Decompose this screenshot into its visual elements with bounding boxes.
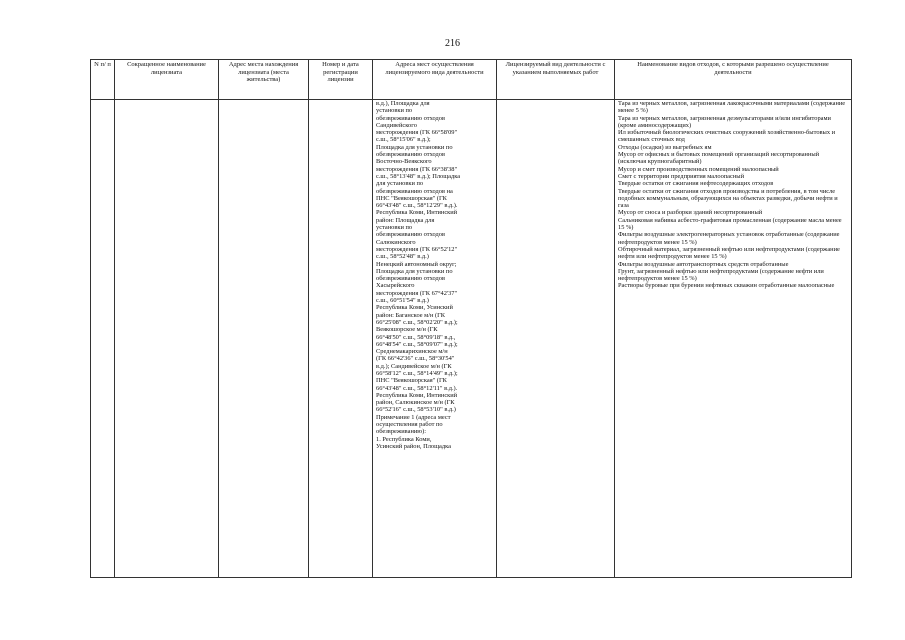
cell-number [91, 100, 115, 578]
address-line: (ГК 66°42'36" с.ш., 58°30'54" [376, 355, 455, 363]
address-line: Усинский район, Площадка [376, 442, 451, 450]
address-line: Восточно-Веякского [376, 158, 432, 166]
address-line: обезвреживанию отходов [376, 275, 445, 283]
address-line: 66°58'12" с.ш., 58°14'49" в.д.); [376, 369, 458, 377]
address-line: обезвреживанию отходов [376, 231, 445, 239]
address-line: с.ш., 58°13'48" в.д.); Площадка [376, 172, 461, 180]
address-line: месторождения (ГК 66°58'09" [376, 129, 458, 137]
header-licensee: Сокращенное наименование лицензиата [115, 60, 219, 100]
header-addresses: Адреса мест осуществления лицензируемого вида деятельности [373, 60, 497, 100]
header-registration: Номер и дата регистрации лицензии [309, 60, 373, 100]
address-line: с.ш., 58°15'06" в.д.); [376, 136, 431, 144]
address-line: месторождения (ГК 67°42'37" [376, 289, 458, 297]
address-line: Среднемакарихинское м/н [376, 348, 448, 356]
header-location: Адрес места нахождения лицензиата (места жительства) [219, 60, 309, 100]
waste-item: Фильтры воздушные автотранспортных средств отработанные [618, 260, 789, 268]
address-line: обезвреживанию): [376, 428, 426, 436]
address-line: 66°52'16" с.ш., 58°53'10" в.д.) [376, 406, 456, 414]
address-line: район: Площадка для [376, 216, 435, 224]
cell-waste-types [615, 100, 852, 578]
address-line: район, Салюкинское м/н (ГК [376, 399, 455, 407]
cell-licensee [115, 100, 219, 578]
address-line: Хасырейского [376, 282, 415, 290]
waste-item: Твердые остатки от сжигания отходов производства и потребления, в том числе подобных коммунальным, образующихся на объектах разведки, добычи нефти и газа [618, 187, 838, 210]
waste-item: Сальниковая набивка асбесто-графитовая промасленная (содержание масла менее 15 %) [618, 216, 842, 232]
address-line: с.ш., 60°51'54" в.д.) [376, 297, 429, 305]
waste-item: Обтирочный материал, загрязненный нефтью или нефтепродуктами (содержание нефти или нефтепродуктов менее 15 %) [618, 245, 840, 261]
waste-item: Твердые остатки от сжигания нефтесодержащих отходов [618, 180, 774, 188]
waste-item: Фильтры воздушные электрогенераторных установок отработанные (содержание нефтепродуктов менее 15 %) [618, 231, 840, 246]
address-line: обезвреживанию отходов на [376, 187, 453, 195]
address-line: район: Баганское м/н (ГК [376, 311, 446, 319]
address-line: 66°48'54" с.ш., 58°09'07" в.д.); [376, 340, 458, 348]
address-line: Сандивейского [376, 121, 417, 129]
header-number: N п/ п [91, 60, 115, 100]
waste-list [618, 100, 848, 290]
cell-activity [497, 100, 615, 578]
address-line: Веякошорское м/н (ГК [376, 326, 438, 334]
page-number: 216 [445, 38, 460, 49]
address-line: Республика Коми, Интинский [376, 391, 458, 399]
address-line: Площадка для установки по [376, 143, 453, 151]
address-line: для установки по [376, 180, 424, 188]
waste-item: Мусор от офисных и бытовых помещений организаций несортированный (исключая крупногабаритный) [618, 151, 820, 166]
address-line: Ненецкий автономный округ; [376, 260, 457, 268]
address-line: месторождения (ГК 66°38'38" [376, 165, 458, 173]
waste-item: Смет с территории предприятия малоопасный [618, 172, 744, 180]
license-table [90, 59, 852, 578]
cell-registration [309, 100, 373, 578]
header-activity: Лицензируемый вид деятельности с указанием выполняемых работ [497, 60, 615, 100]
waste-item: Мусор от сноса и разборки зданий несортированный [618, 209, 763, 217]
address-line: 66°48'50" с.ш., 58°09'18" в.д., [376, 333, 456, 341]
header-waste-types: Наименование видов отходов, с которыми разрешено осуществление деятельности [615, 60, 852, 100]
waste-item: Ил избыточный биологических очистных сооружений хозяйственно-бытовых и смешанных сточных вод [618, 129, 836, 144]
address-line: обезвреживанию отходов [376, 151, 445, 159]
address-line: установки по [376, 224, 413, 232]
address-line: осуществления работ по [376, 421, 443, 429]
address-line: Салюкинского [376, 238, 416, 246]
address-line: обезвреживанию отходов [376, 114, 445, 122]
waste-item: Мусор и смет производственных помещений малоопасный [618, 165, 779, 173]
address-line: месторождения (ГК 66°52'12" [376, 245, 458, 253]
waste-item: Тара из черных металлов, загрязненная деэмульгаторами и/или ингибиторами (кроме аминосодержащих) [618, 114, 831, 129]
address-line: 66°25'08" с.ш., 58°02'20" в.д.); [376, 318, 458, 326]
waste-item: Тара из черных металлов, загрязненная лакокрасочными материалами (содержание менее 5 %) [618, 100, 846, 115]
cell-location [219, 100, 309, 578]
waste-item: Грунт, загрязненный нефтью или нефтепродуктами (содержание нефти или нефтепродуктов менее 15 %) [618, 267, 824, 283]
address-line: Республика Коми, Усинский [376, 304, 453, 312]
address-line: ПНС "Веякошорская" (ГК [376, 377, 447, 385]
address-line: 1. Республика Коми, [376, 435, 432, 443]
address-line: с.ш., 58°52'48" в.д.) [376, 253, 429, 261]
address-line: Примечание 1 (адреса мест [376, 413, 451, 421]
header-row [91, 60, 852, 100]
address-line: в.д.), Площадка для [376, 100, 430, 107]
address-line: установки по [376, 107, 413, 115]
address-line: в.д.); Сандивейское м/н (ГК [376, 362, 452, 370]
waste-item: Растворы буровые при бурении нефтяных скважин отработанные малоопасные [618, 282, 835, 290]
address-line: Республика Коми, Интинский [376, 209, 458, 217]
cell-addresses [373, 100, 497, 578]
address-text [376, 100, 493, 450]
address-line: Площадка для установки по [376, 267, 453, 275]
table-row [91, 100, 852, 578]
address-line: ПНС "Веякошорская" (ГК [376, 194, 447, 202]
waste-item: Отходы (осадки) из выгребных ям [618, 143, 712, 151]
address-line: 66°43'48" с.ш., 58°12'29" в.д.). [376, 202, 458, 210]
address-line: 66°43'48" с.ш., 58°12'11" в.д.). [376, 384, 458, 392]
